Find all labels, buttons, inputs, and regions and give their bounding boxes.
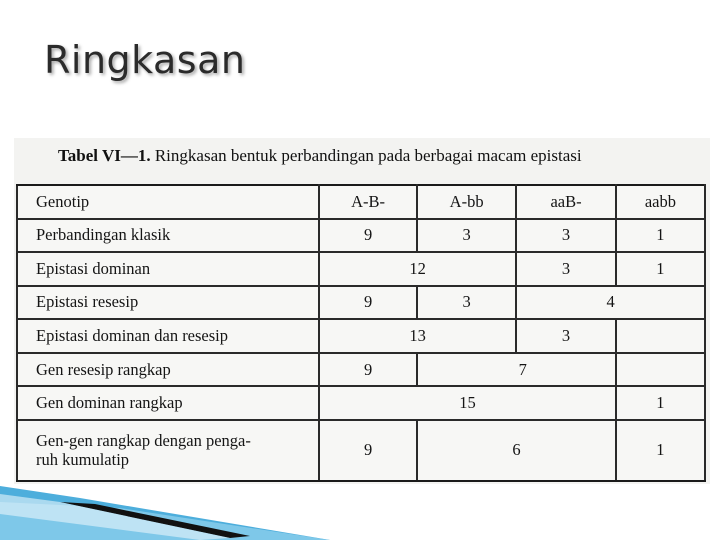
cell-value: 7 [417, 353, 616, 387]
header-aa-b: aaB- [516, 185, 616, 219]
table-row [17, 420, 705, 481]
cell-value: 9 [319, 353, 417, 387]
cell-value: 3 [516, 219, 616, 253]
cell-value: 12 [319, 252, 516, 286]
cell-value: 15 [319, 386, 616, 420]
cell-value: 1 [616, 219, 705, 253]
slide-corner-decoration [0, 480, 330, 540]
header-a-bb: A-bb [417, 185, 516, 219]
cell-value: 9 [319, 420, 417, 481]
table-caption [58, 146, 582, 166]
cell-empty [616, 353, 705, 387]
header-a-b: A-B- [319, 185, 417, 219]
cell-value: 1 [616, 252, 705, 286]
header-genotip: Genotip [17, 185, 319, 219]
row-label-line: ruh kumulatip [36, 450, 130, 470]
row-label: Epistasi dominan dan resesip [17, 319, 319, 353]
cell-value: 3 [417, 219, 516, 253]
row-label-line: Gen-gen rangkap dengan penga- [36, 431, 251, 451]
table-row [17, 252, 705, 286]
cell-empty [616, 319, 705, 353]
cell-value: 3 [516, 319, 616, 353]
table-row [17, 219, 705, 253]
cell-value: 9 [319, 286, 417, 320]
cell-value: 3 [417, 286, 516, 320]
table-row [17, 386, 705, 420]
header-aabb: aabb [616, 185, 705, 219]
cell-value: 3 [516, 252, 616, 286]
row-label: Gen resesip rangkap [17, 353, 319, 387]
cell-value: 9 [319, 219, 417, 253]
table-caption-text: Ringkasan bentuk perbandingan pada berbagai macam epistasi [154, 146, 582, 165]
slide-title: Ringkasan [44, 38, 246, 82]
table-row [17, 353, 705, 387]
row-label: Gen dominan rangkap [17, 386, 319, 420]
epistasis-table [16, 184, 706, 482]
row-label: Epistasi dominan [17, 252, 319, 286]
row-label [17, 420, 319, 481]
row-label: Perbandingan klasik [17, 219, 319, 253]
cell-value: 1 [616, 386, 705, 420]
cell-value: 4 [516, 286, 705, 320]
cell-value: 13 [319, 319, 516, 353]
table-row [17, 286, 705, 320]
table-header-row [17, 185, 705, 219]
table-row [17, 319, 705, 353]
row-label: Epistasi resesip [17, 286, 319, 320]
cell-value: 1 [616, 420, 705, 481]
cell-value: 6 [417, 420, 616, 481]
table-caption-number: Tabel VI—1. [58, 146, 151, 165]
